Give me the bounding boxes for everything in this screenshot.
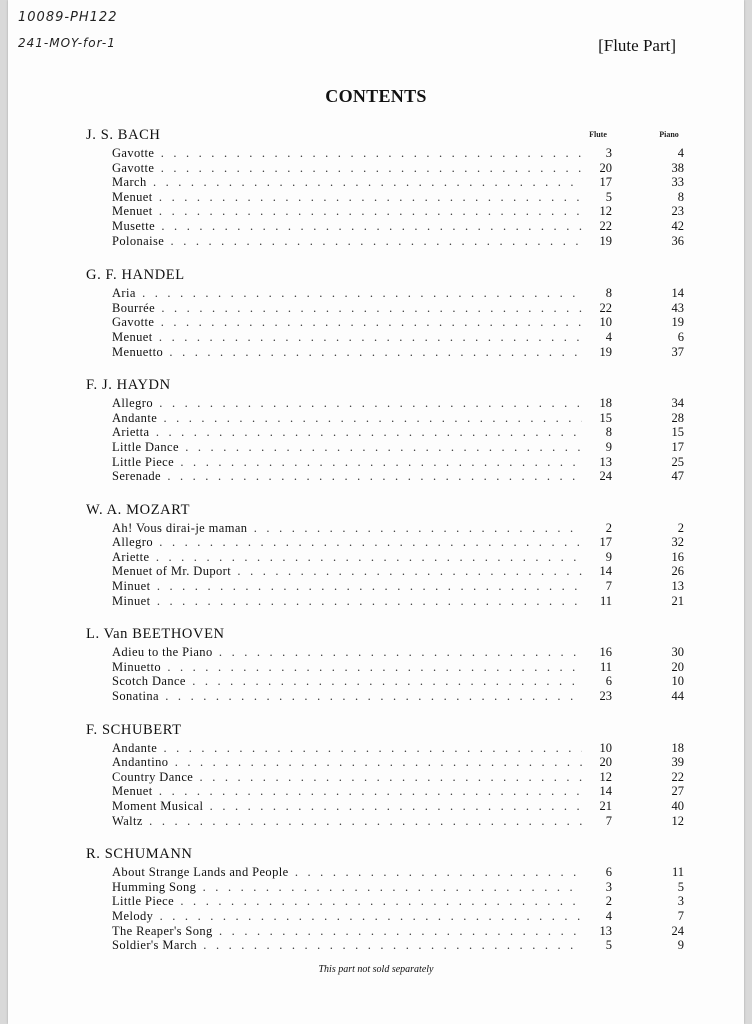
flute-page-number: 3 <box>605 146 612 160</box>
toc-entry <box>86 909 686 924</box>
toc-entry <box>86 550 686 565</box>
toc-entry <box>86 564 686 579</box>
footer-note: This part not sold separately <box>318 964 434 975</box>
piece-title: Minuet . . . <box>112 579 582 594</box>
composer-heading: W. A. MOZART <box>86 501 191 518</box>
toc-entry <box>86 234 686 249</box>
piano-page-number: 11 <box>671 865 684 880</box>
piano-page-number: 27 <box>671 784 684 799</box>
flute-page-number: 12 <box>599 769 612 784</box>
flute-page-number: 19 <box>599 344 612 359</box>
piece-title: Arietta . . . <box>112 425 582 440</box>
toc-entry <box>86 594 686 609</box>
flute-page-number: 8 <box>605 286 612 301</box>
piano-page-number: 12 <box>671 813 684 828</box>
piece-title: Little Dance . . . <box>112 440 582 455</box>
flute-page-number: 6 <box>605 674 612 689</box>
composer-section <box>86 623 686 703</box>
toc-entry <box>86 924 686 939</box>
piece-title: Allegro . . . <box>112 535 582 550</box>
piano-page-number: 47 <box>671 469 684 484</box>
composer-heading: F. J. HAYDN <box>86 377 171 394</box>
flute-page-number: 14 <box>599 564 612 579</box>
piano-page-number: 28 <box>671 410 684 425</box>
flute-page-number: 6 <box>605 865 612 880</box>
piano-page-number: 37 <box>671 344 684 359</box>
piece-title: Aria . . . <box>112 286 582 301</box>
piece-title: Bourrée . . . <box>112 301 582 316</box>
piece-title: Little Piece . . . <box>112 894 582 909</box>
flute-page-number: 8 <box>605 425 612 440</box>
piece-title: Minuetto . . . <box>112 660 582 675</box>
piece-title: Andante . . . <box>112 411 582 426</box>
composer-section <box>86 499 686 609</box>
document-page <box>8 0 744 1024</box>
flute-page-number: 2 <box>605 520 612 535</box>
flute-page-number: 5 <box>605 938 612 953</box>
toc-entry <box>86 425 686 440</box>
flute-page-number: 5 <box>605 189 612 204</box>
flute-page-number: 17 <box>599 175 612 190</box>
page-title: CONTENTS <box>325 86 427 106</box>
piano-page-number: 25 <box>671 454 684 469</box>
piece-title: Waltz . . . <box>112 814 582 829</box>
composer-section <box>86 264 686 359</box>
flute-page-number: 3 <box>605 879 612 894</box>
piece-title: Andante . . . <box>112 741 582 756</box>
composer-section <box>86 719 686 829</box>
toc-entry <box>86 674 686 689</box>
piano-page-number: 18 <box>671 740 684 755</box>
flute-page-number: 13 <box>599 923 612 938</box>
piece-title: Little Piece . . . <box>112 455 582 470</box>
piano-page-number: 17 <box>671 439 684 454</box>
flute-page-number: 7 <box>605 579 612 594</box>
piano-page-number: 32 <box>671 535 684 550</box>
composer-heading: L. Van BEETHOVEN <box>86 626 225 643</box>
toc-entry <box>86 865 686 880</box>
piece-title: Country Dance . . . <box>112 770 582 785</box>
piano-page-number: 44 <box>671 689 684 704</box>
composer-heading: G. F. HANDEL <box>86 267 185 284</box>
piano-page-number: 33 <box>671 175 684 190</box>
flute-page-number: 22 <box>599 218 612 233</box>
toc-entry <box>86 784 686 799</box>
piece-title: Scotch Dance . . . <box>112 674 582 689</box>
piece-title: Sonatina . . . <box>112 689 582 704</box>
flute-page-number: 15 <box>599 410 612 425</box>
flute-page-number: 9 <box>605 549 612 564</box>
flute-page-number: 20 <box>599 160 612 175</box>
piece-title: Menuet . . . <box>112 330 582 345</box>
piano-page-number: 2 <box>677 520 684 535</box>
piano-page-number: 14 <box>671 286 684 301</box>
piano-page-number: 39 <box>671 755 684 770</box>
piece-title: Moment Musical . . . <box>112 799 582 814</box>
toc-entry <box>86 161 686 176</box>
piano-page-number: 10 <box>671 674 684 689</box>
piece-title: Menuet . . . <box>112 204 582 219</box>
composer-section <box>86 124 686 248</box>
piano-page-number: 19 <box>671 315 684 330</box>
composer-heading: J. S. BACH <box>86 127 161 143</box>
part-label: [Flute Part] <box>598 36 676 55</box>
flute-page-number: 19 <box>599 233 612 248</box>
flute-page-number: 4 <box>605 329 612 344</box>
piano-page-number: 36 <box>671 233 684 248</box>
toc-entry <box>86 521 686 536</box>
toc-entry <box>86 455 686 470</box>
flute-page-number: 4 <box>605 908 612 923</box>
flute-column-header: Flute <box>589 130 607 139</box>
composer-heading: F. SCHUBERT <box>86 721 182 738</box>
table-of-contents <box>86 124 686 953</box>
piano-page-number: 8 <box>677 189 684 204</box>
toc-entry <box>86 770 686 785</box>
piece-title: Allegro . . . <box>112 396 582 411</box>
flute-page-number: 11 <box>599 593 612 608</box>
piano-page-number: 16 <box>671 549 684 564</box>
toc-entry <box>86 146 686 161</box>
piano-page-number: 15 <box>671 425 684 440</box>
piano-page-number: 9 <box>677 938 684 953</box>
handwritten-catalog-number: 10089-PH122 <box>18 10 118 25</box>
piece-title: Ariette . . . <box>112 550 582 565</box>
flute-page-number: 2 <box>605 894 612 909</box>
flute-page-number: 22 <box>599 300 612 315</box>
piano-page-number: 26 <box>671 564 684 579</box>
piano-page-number: 34 <box>671 396 684 411</box>
flute-page-number: 14 <box>599 784 612 799</box>
piece-title: Minuet . . . <box>112 594 582 609</box>
piece-title: Andantino . . . <box>112 755 582 770</box>
piano-page-number: 40 <box>671 799 684 813</box>
flute-page-number: 12 <box>599 204 612 219</box>
piece-title: Melody . . . <box>112 909 582 924</box>
piano-page-number: 5 <box>677 879 684 894</box>
flute-page-number: 24 <box>599 469 612 484</box>
piece-title: Musette . . . <box>112 219 582 234</box>
piece-title: Adieu to the Piano . . . <box>112 645 582 660</box>
piano-page-number: 43 <box>671 300 684 315</box>
piano-page-number: 30 <box>671 645 684 660</box>
flute-page-number: 21 <box>599 799 612 813</box>
flute-page-number: 20 <box>599 755 612 770</box>
piano-page-number: 23 <box>671 204 684 219</box>
toc-entry <box>86 894 686 909</box>
piece-title: Gavotte . . . <box>112 161 582 176</box>
toc-entry <box>86 741 686 756</box>
toc-entry <box>86 286 686 301</box>
toc-entry <box>86 689 686 704</box>
flute-page-number: 18 <box>599 396 612 411</box>
toc-entry <box>86 814 686 829</box>
toc-entry <box>86 204 686 219</box>
flute-page-number: 13 <box>599 454 612 469</box>
piece-title: March . . . <box>112 175 582 190</box>
toc-entry <box>86 396 686 411</box>
piece-title: The Reaper's Song . . . <box>112 924 582 939</box>
flute-page-number: 23 <box>599 689 612 704</box>
piano-page-number: 24 <box>671 923 684 938</box>
handwritten-reference: 241-MOY-for-1 <box>18 36 116 50</box>
piano-page-number: 42 <box>671 218 684 233</box>
piece-title: Gavotte . . . <box>112 146 582 161</box>
piece-title: About Strange Lands and People . . . <box>112 865 582 880</box>
toc-entry <box>86 880 686 895</box>
toc-entry <box>86 660 686 675</box>
composer-section <box>86 843 686 953</box>
toc-entry <box>86 345 686 360</box>
toc-entry <box>86 190 686 205</box>
piano-page-number: 3 <box>677 894 684 909</box>
toc-entry <box>86 645 686 660</box>
piece-title: Menuet . . . <box>112 190 582 205</box>
piano-page-number: 20 <box>671 659 684 674</box>
piano-column-header: Piano <box>659 130 679 139</box>
composer-section <box>86 374 686 484</box>
toc-entry <box>86 330 686 345</box>
piano-page-number: 38 <box>671 160 684 175</box>
toc-entry <box>86 175 686 190</box>
composer-sections <box>86 124 686 953</box>
toc-entry <box>86 938 686 953</box>
toc-entry <box>86 799 686 814</box>
flute-page-number: 10 <box>599 740 612 755</box>
composer-heading: R. SCHUMANN <box>86 846 193 863</box>
toc-entry <box>86 440 686 455</box>
toc-entry <box>86 301 686 316</box>
piece-title: Ah! Vous dirai-je maman . . . <box>112 521 582 536</box>
piano-page-number: 13 <box>671 579 684 594</box>
piece-title: Polonaise . . . <box>112 234 582 249</box>
piece-title: Soldier's March . . . <box>112 938 582 953</box>
piece-title: Menuet . . . <box>112 784 582 799</box>
toc-entry <box>86 315 686 330</box>
flute-page-number: 7 <box>605 813 612 828</box>
toc-entry <box>86 411 686 426</box>
piano-page-number: 21 <box>671 593 684 608</box>
piano-page-number: 7 <box>677 908 684 923</box>
flute-page-number: 9 <box>605 439 612 454</box>
toc-entry <box>86 535 686 550</box>
flute-page-number: 17 <box>599 535 612 550</box>
flute-page-number: 10 <box>599 315 612 330</box>
piece-title: Serenade . . . <box>112 469 582 484</box>
piece-title: Gavotte . . . <box>112 315 582 330</box>
piano-page-number: 22 <box>671 769 684 784</box>
toc-entry <box>86 219 686 234</box>
piano-page-number: 4 <box>677 146 684 160</box>
toc-entry <box>86 755 686 770</box>
piece-title: Menuet of Mr. Duport . . . <box>112 564 582 579</box>
toc-entry <box>86 469 686 484</box>
toc-entry <box>86 579 686 594</box>
flute-page-number: 11 <box>599 659 612 674</box>
piece-title: Humming Song . . . <box>112 880 582 895</box>
piano-page-number: 6 <box>677 329 684 344</box>
piece-title: Menuetto . . . <box>112 345 582 360</box>
flute-page-number: 16 <box>599 645 612 660</box>
